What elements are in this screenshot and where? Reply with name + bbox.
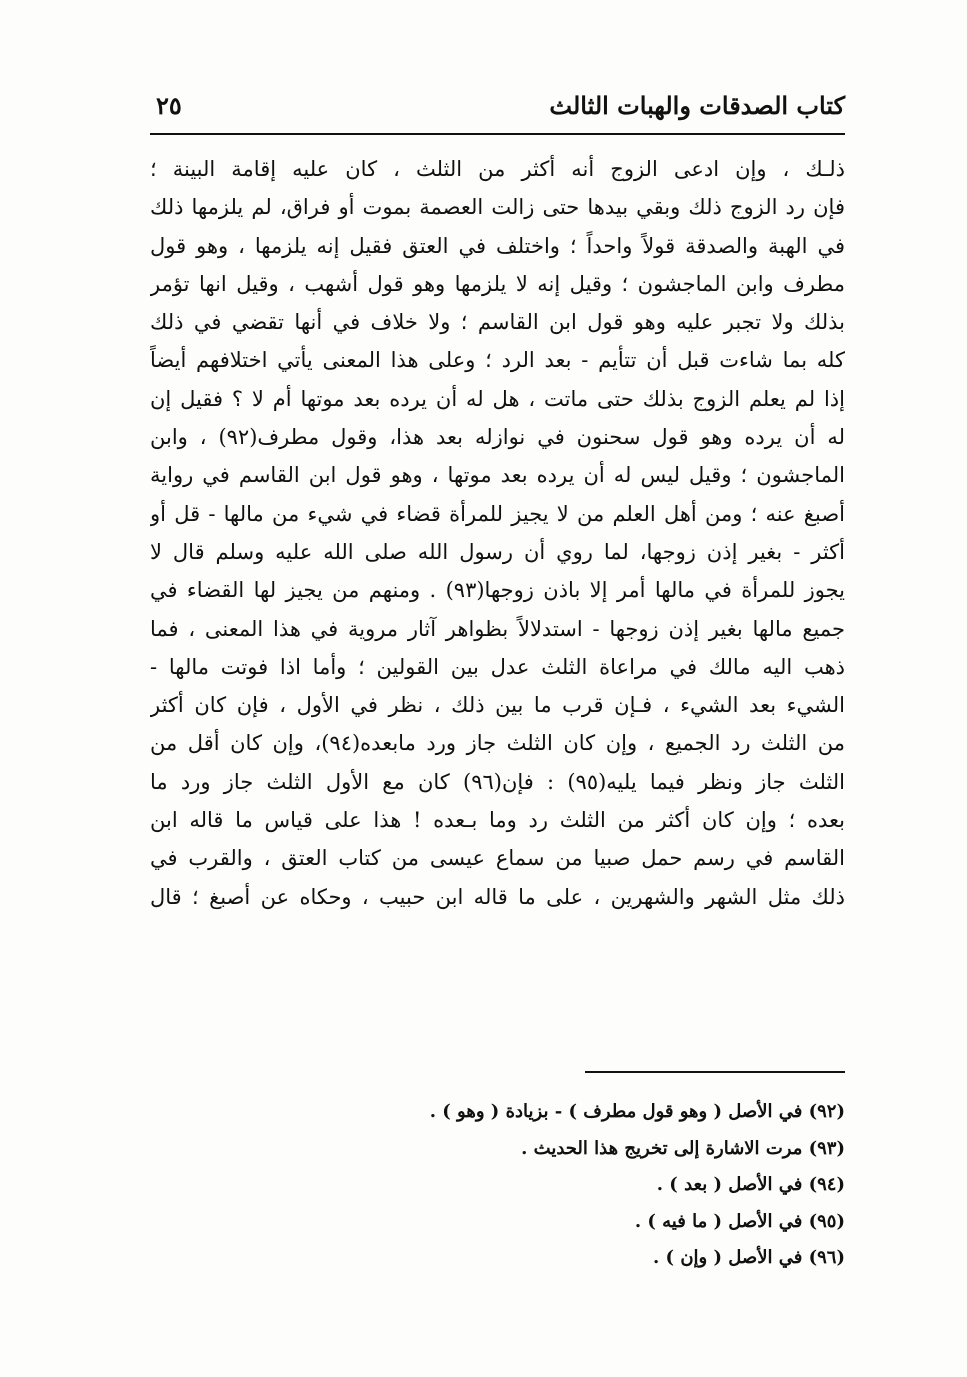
text-line: القاسم في رسم حمل صبيا من سماع عيسى من كتاب العتق ، والقرب في	[150, 846, 845, 871]
text-line: ذهب اليه مالك في مراعاة الثلث عدل بين القولين ؛ وأما اذا فوتت مالها -	[150, 654, 845, 679]
footnotes	[150, 1094, 845, 1277]
text-line: مطرف وابن الماجشون ؛ وقيل إنه لا يلزمها وهو قول أشهب ، وقيل انها تؤمر	[150, 271, 845, 296]
text-line: الشيء بعد الشيء ، فـإن قرب ما بين ذلك ، نظر في الأول ، فإن كان أكثر	[150, 693, 845, 718]
text-line: الثلث جاز ونظر فيما يليه(٩٥) : فإن(٩٦) كان مع الأول الثلث جاز ورد ما	[150, 769, 845, 794]
text-line: ذلك مثل الشهر والشهرين ، على ما قاله ابن حبيب ، وحكاه عن أصبغ ؛ قال	[150, 884, 845, 909]
text-line: الماجشون ؛ وقيل ليس له أن يرده بعد موتها ، وهو قول ابن القاسم في رواية	[150, 463, 845, 488]
text-line: يجوز للمرأة في مالها أمر إلا باذن زوجها(٩٣) . ومنهم من يجيز لها القضاء في	[150, 578, 845, 603]
text-line: في الهبة والصدقة قولاً واحداً ؛ واختلف في العتق فقيل إنه يلزمها ، وهو قول	[150, 233, 845, 258]
text-line: فإن رد الزوج ذلك وبقي بيدها حتى زالت العصمة بموت أو فراق، لم يلزمها ذلك	[150, 195, 845, 220]
footnote: (٩٥) في الأصل ( ما فيه ) .	[634, 1210, 845, 1232]
text-line: أكثر - بغير إذن زوجها، لما روي أن رسول الله صلى الله عليه وسلم قال لا	[150, 539, 845, 564]
text-line: كله بما شاءت قبل أن تتأيم - بعد الرد ؛ وعلى هذا المعنى يأتي اختلافهم أيضاً	[150, 348, 845, 373]
text-line: بذلك ولا تجبر عليه وهو قول ابن القاسم ؛ ولا خلاف في أنها تقضي في ذلك	[150, 310, 845, 335]
text-line: إذا لم يعلم الزوج بذلك حتى ماتت ، هل له أن يرده بعد موتها أم لا ؟ فقيل إن	[150, 386, 845, 411]
text-line: له أن يرده وهو قول سحنون في نوازله بعد هذا، وقول مطرف(٩٢) ، وابن	[150, 425, 845, 450]
text-line: من الثلث رد الجميع ، وإن كان الثلث جاز ورد مابعده(٩٤)، وإن كان أقل من	[150, 731, 845, 756]
footnote: (٩٤) في الأصل ( بعد ) .	[656, 1174, 845, 1195]
text-line: أصبغ عنه ؛ ومن أهل العلم من لا يجيز للمرأة قضاء في شيء من مالها - قل أو	[150, 501, 845, 526]
header-rule	[150, 133, 845, 135]
text-line: ذلـك ، وإن ادعى الزوج أنه أكثر من الثلث ، كان عليه إقامة البينة ؛	[150, 157, 845, 181]
main-text	[150, 150, 845, 916]
page-number: ٢٥	[156, 91, 182, 120]
footnote: (٩٣) مرت الاشارة إلى تخريج هذا الحديث .	[521, 1137, 845, 1159]
footnote-rule	[585, 1071, 845, 1073]
running-header	[150, 88, 845, 128]
text-line: بعده ؛ وإن كان أكثر من الثلث رد وما بـعده ! هذا على قياس ما قاله ابن	[150, 808, 845, 833]
footnote: (٩٦) في الأصل ( وإن ) .	[653, 1247, 845, 1268]
text-line: جميع مالها بغير إذن زوجها - استدلالاً بظواهر آثار مروية في هذا المعنى ، فما	[150, 616, 845, 641]
footnote: (٩٢) في الأصل ( وهو قول مطرف ) - بزيادة ( وهو ) .	[429, 1101, 845, 1122]
running-header-title: كتاب الصدقات والهبات الثالث	[549, 91, 845, 120]
